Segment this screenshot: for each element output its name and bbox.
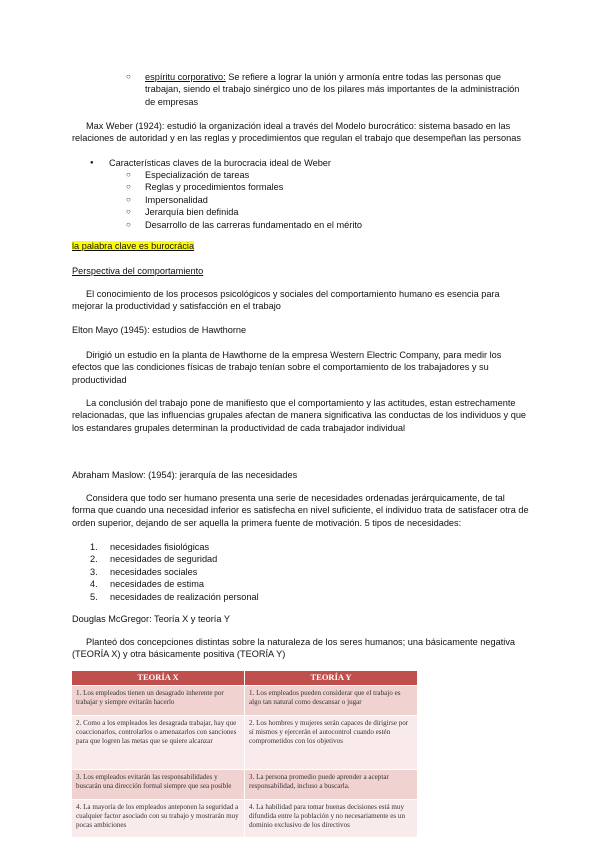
table-row <box>72 686 418 716</box>
corp-list <box>145 71 530 108</box>
cell-theory-x: 2. Como a los empleados les desagrada trabajar, hay que coaccionarlos, controlarlos o amenazarlos con sanciones para que logren las metas que se quiere alcanzar <box>72 716 245 770</box>
table-row <box>72 800 418 838</box>
need-text: necesidades de seguridad <box>110 554 218 565</box>
weber-bullet: ● Características claves de la burocracia ideal de Weber <box>109 157 529 169</box>
mayo-heading: Elton Mayo (1945): estudios de Hawthorne <box>72 325 247 335</box>
maslow-heading: Abraham Maslow: (1954): jerarquía de las necesidades <box>72 470 298 480</box>
need-item <box>90 553 530 565</box>
need-item <box>90 541 530 553</box>
weber-bullet-list <box>109 157 529 169</box>
weber-item: ○ Reglas y procedimientos formales <box>145 181 530 193</box>
behavior-text: El conocimiento de los procesos psicológicos y sociales del comportamiento humano es esencia para mejorar la productividad y satisfacción en el trabajo <box>72 289 500 312</box>
need-text: necesidades de realización personal <box>110 591 259 602</box>
weber-item: ○ Especialización de tareas <box>145 169 530 181</box>
need-item <box>90 591 530 603</box>
theory-xy-table <box>71 670 418 838</box>
weber-intro: Max Weber (1924): estudió la organización ideal a través del Modelo burocrático: sistema basado en las relaciones de autoridad y en las reglas y procedimientos que regulan el trabajo que desempeñan las personas <box>72 121 521 144</box>
weber-item: ○ Desarrollo de las carreras fundamentado en el mérito <box>145 219 530 231</box>
corp-text: Se refiere a lograr la unión y armonía entre todas las personas que trabajan, siendo el trabajo sinérgico uno de los pilares más importantes de la administración de empresas <box>145 72 520 107</box>
need-text: necesidades de estima <box>110 579 204 590</box>
corp-term: espíritu corporativo: <box>145 72 226 82</box>
mayo-paragraph-1: Dirigió un estudio en la planta de Hawthorne de la empresa Western Electric Company, para medir los efectos que las condiciones físicas de trabajo tenían sobre el comportamiento de los trabajadores y su productividad <box>72 350 502 385</box>
cell-theory-y: 2. Los hombres y mujeres serán capaces de dirigirse por sí mismos y ejercerán el autocontrol cuando estén comprometidos con los objetivos <box>245 716 418 770</box>
mayo-paragraph-2: La conclusión del trabajo pone de manifiesto que el comportamiento y las actitudes, estan estrechamente relacionadas, que las influencias grupales afectan de manera significativa las conductas de los individuos y que los estandares grupales determinan la productividad de cada trabajador individual <box>72 398 527 433</box>
table-header-row <box>72 671 418 686</box>
keyword-line <box>72 240 530 252</box>
need-text: necesidades sociales <box>110 566 198 577</box>
need-number: 5. <box>90 591 98 602</box>
header-theory-x: TEORÍA X <box>72 671 245 686</box>
need-number: 1. <box>90 542 98 552</box>
weber-item: ○ Jerarquía bien definida <box>145 206 530 218</box>
weber-item: ○ Impersonalidad <box>145 194 530 206</box>
need-text: necesidades fisiológicas <box>110 542 210 552</box>
need-item <box>90 578 530 590</box>
cell-theory-y: 4. La habilidad para tomar buenas decisiones está muy difundida entre la población y no necesariamente es un dominio exclusivo de los directivos <box>245 800 418 838</box>
cell-theory-x: 1. Los empleados tienen un desagrado inherente por trabajar y siempre evitarán hacerlo <box>72 686 245 716</box>
mcgregor-heading: Douglas McGregor: Teoría X y teoría Y <box>72 614 230 624</box>
maslow-paragraph: Considera que todo ser humano presenta una serie de necesidades ordenadas jerárquicamente, de tal forma que cuando una necesidad inferior es satisfecha en nivel suficiente, el individuo trata de satisfacer otra de orden superior, dejando de ser aquella la primera fuente de motivación. 5 tipos de necesidades: <box>72 493 529 528</box>
need-number: 3. <box>90 566 98 577</box>
need-item <box>90 566 530 578</box>
need-number: 4. <box>90 579 98 590</box>
table-row <box>72 716 418 770</box>
header-theory-y: TEORÍA Y <box>245 671 418 686</box>
cell-theory-y: 3. La persona promedio puede aprender a aceptar responsabilidad, incluso a buscarla. <box>245 770 418 800</box>
keyword-highlight: la palabra clave es burocrácia <box>72 241 195 251</box>
cell-theory-y: 1. Los empleados pueden considerar que el trabajo es algo tan natural como descansar o jugar <box>245 686 418 716</box>
cell-theory-x: 4. La mayoría de los empleados anteponen la seguridad a cualquier factor asociado con su trabajo y mostrarán muy pocas ambiciones <box>72 800 245 838</box>
need-number: 2. <box>90 554 98 565</box>
needs-list <box>90 541 530 603</box>
weber-characteristics-list <box>145 169 530 231</box>
table-row <box>72 770 418 800</box>
mcgregor-paragraph: Planteó dos concepciones distintas sobre la naturaleza de los seres humanos; una básicamente negativa (TEORÍA X) y otra básicamente positiva (TEORÍA Y) <box>72 637 516 660</box>
behavior-heading: Perspectiva del comportamiento <box>72 266 204 276</box>
corp-item <box>145 71 530 108</box>
cell-theory-x: 3. Los empleados evitarán las responsabilidades y buscarán una dirección formal siempre que sea posible <box>72 770 245 800</box>
